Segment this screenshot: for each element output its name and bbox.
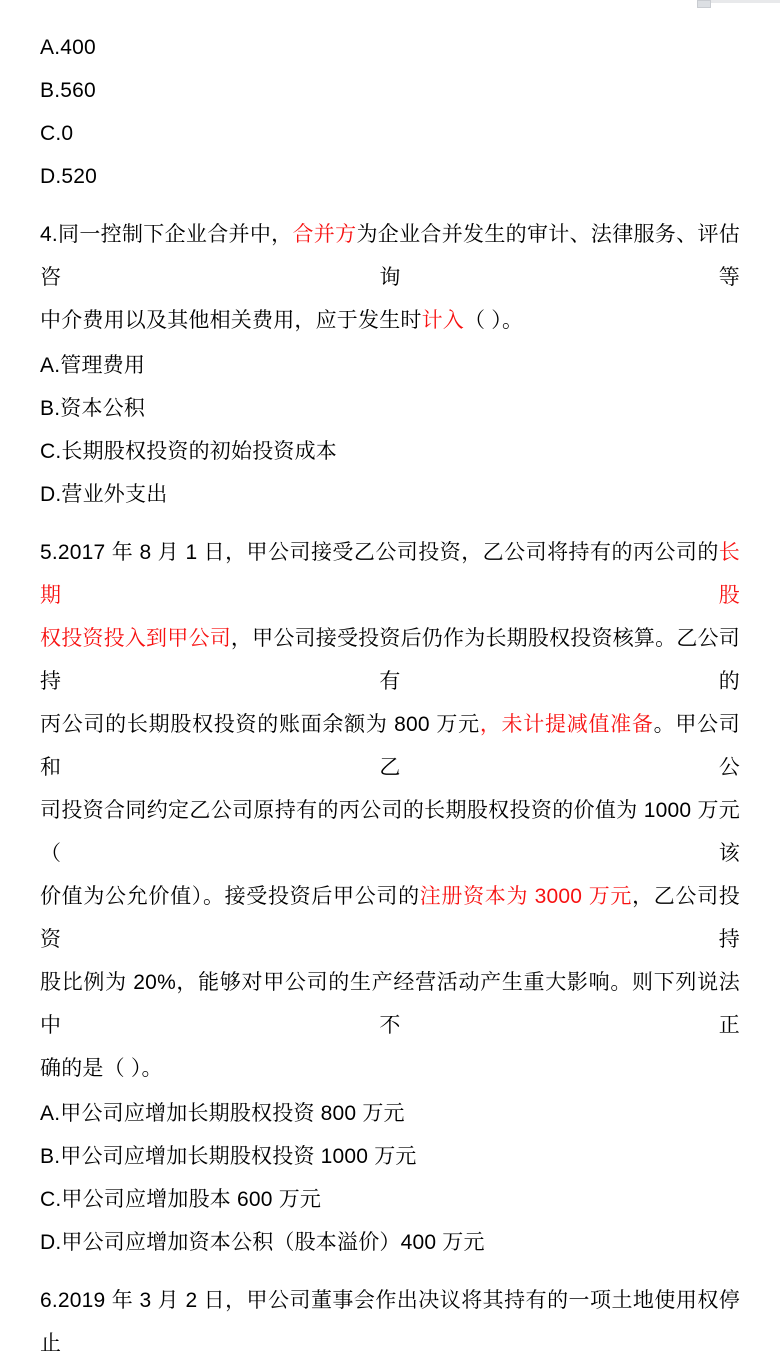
text-line (40, 961, 740, 1047)
text-line (40, 430, 740, 473)
text-line (40, 155, 740, 198)
text-run: ，乙公司投资持 (40, 885, 740, 951)
text-line (40, 1279, 740, 1365)
text-run: 5.2017 年 8 月 1 日，甲公司接受乙公司投资，乙公司将持有的丙公司的 (40, 541, 719, 564)
text-line (40, 112, 740, 155)
text-run: 6.2019 年 3 月 2 日，甲公司董事会作出决议将其持有的一项土地使用权停止 (40, 1289, 740, 1355)
text-run: A.管理费用 (40, 354, 146, 377)
text-line (40, 1135, 740, 1178)
highlighted-text-run: 合并方 (292, 223, 357, 246)
text-run: C.长期股权投资的初始投资成本 (40, 440, 337, 463)
text-run: 股比例为 20%，能够对甲公司的生产经营活动产生重大影响。则下列说法中不正 (40, 971, 740, 1037)
text-run: 确的是（ ）。 (40, 1057, 163, 1080)
text-run: D.营业外支出 (40, 483, 168, 506)
text-line (40, 1047, 740, 1090)
text-line (40, 617, 740, 703)
highlighted-text-run: 长期股 (40, 541, 740, 607)
q4-options (40, 344, 740, 516)
text-line (40, 69, 740, 112)
highlighted-text-run: 权投资投入到甲公司 (40, 627, 231, 650)
highlighted-text-run: 计入 (421, 309, 465, 332)
q3-options (40, 26, 740, 198)
text-line (40, 1092, 740, 1135)
text-run: D.520 (40, 165, 98, 188)
text-run: 4.同一控制下企业合并中， (40, 223, 293, 246)
text-run: D.甲公司应增加资本公积（股本溢价）400 万元 (40, 1231, 485, 1254)
text-run: B.资本公积 (40, 397, 146, 420)
text-line (40, 387, 740, 430)
highlighted-text-run: 注册资本为 3000 万元 (419, 885, 633, 908)
text-run: 为企业合并发生的审计、法律服务、评估咨询等 (40, 223, 740, 289)
text-line (40, 789, 740, 875)
text-run: 价值为公允价值）。接受投资后甲公司的 (40, 885, 420, 908)
text-run: 司投资合同约定乙公司原持有的丙公司的长期股权投资的价值为 1000 万元（该 (40, 799, 740, 865)
text-line (40, 213, 740, 299)
text-line (40, 875, 740, 961)
text-run: C.甲公司应增加股本 600 万元 (40, 1188, 322, 1211)
text-line (40, 299, 740, 342)
question-5 (40, 531, 740, 1090)
question-6 (40, 1279, 740, 1365)
text-run: 中介费用以及其他相关费用，应于发生时 (40, 309, 422, 332)
text-line (40, 1178, 740, 1221)
text-run: A.400 (40, 36, 96, 59)
text-run: A.甲公司应增加长期股权投资 800 万元 (40, 1102, 405, 1125)
text-run: 丙公司的长期股权投资的账面余额为 800 万元 (40, 713, 480, 736)
text-line (40, 703, 740, 789)
text-line (40, 26, 740, 69)
text-run: B.560 (40, 79, 96, 102)
text-line (40, 531, 740, 617)
text-line (40, 1221, 740, 1264)
text-run: B.甲公司应增加长期股权投资 1000 万元 (40, 1145, 417, 1168)
text-run: （ ）。 (464, 309, 524, 332)
text-run: ，甲公司接受投资后仍作为长期股权投资核算。乙公司持有的 (40, 627, 740, 693)
text-run: 。甲公司和乙公 (40, 713, 740, 779)
text-line (40, 344, 740, 387)
question-4 (40, 213, 740, 342)
text-line (40, 473, 740, 516)
highlighted-text-run: ，未计提减值准备 (479, 713, 654, 736)
text-run: C.0 (40, 122, 74, 145)
q5-options (40, 1092, 740, 1264)
